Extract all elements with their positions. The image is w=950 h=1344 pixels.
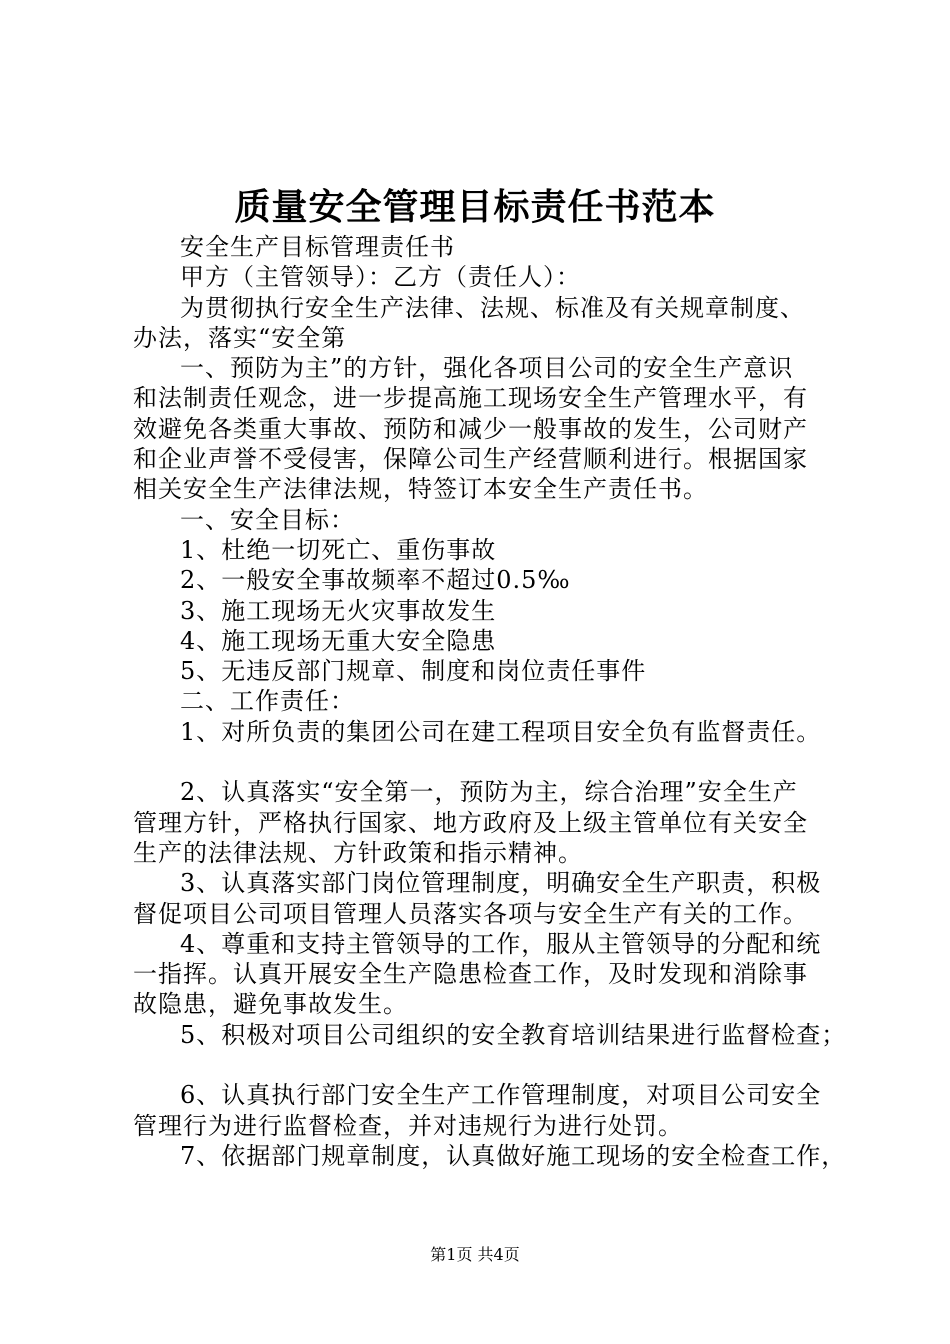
section-heading: 一、安全目标： — [180, 505, 355, 534]
list-item: 2、认真落实“安全第一，预防为主，综合治理”安全生产 — [180, 778, 798, 807]
paragraph-line: 督促项目公司项目管理人员落实各项与安全生产有关的工作。 — [133, 899, 808, 928]
paragraph-line: 生产的法律法规、方针政策和指示精神。 — [133, 838, 583, 867]
list-item: 5、积极对项目公司组织的安全教育培训结果进行监督检查； — [180, 1020, 847, 1049]
document-body — [133, 232, 847, 1171]
paragraph-line: 甲方（主管领导）：乙方（责任人）： — [180, 263, 581, 292]
paragraph-line: 相关安全生产法律法规，特签订本安全生产责任书。 — [133, 475, 708, 504]
paragraph-line: 和企业声誉不受侵害，保障公司生产经营顺利进行。根据国家 — [133, 445, 808, 474]
paragraph-line: 一、预防为主”的方针，强化各项目公司的安全生产意识 — [180, 354, 794, 383]
blank-line — [133, 747, 843, 777]
paragraph-line: 故隐患，避免事故发生。 — [133, 990, 408, 1019]
page-footer: 第1页 共4页 — [430, 1245, 520, 1264]
paragraph-line: 效避免各类重大事故、预防和减少一般事故的发生，公司财产 — [133, 414, 808, 443]
list-item: 4、尊重和支持主管领导的工作，服从主管领导的分配和统 — [180, 929, 822, 958]
section-heading: 二、工作责任： — [180, 687, 355, 716]
document-title: 质量安全管理目标责任书范本 — [234, 186, 716, 228]
list-item: 7、依据部门规章制度，认真做好施工现场的安全检查工作， — [180, 1141, 847, 1170]
paragraph-line: 和法制责任观念，进一步提高施工现场安全生产管理水平，有 — [133, 384, 808, 413]
paragraph-line: 管理方针，严格执行国家、地方政府及上级主管单位有关安全 — [133, 808, 808, 837]
list-item: 1、杜绝一切死亡、重伤事故 — [180, 535, 497, 564]
paragraph-line: 管理行为进行监督检查，并对违规行为进行处罚。 — [133, 1111, 683, 1140]
list-item: 3、施工现场无火灾事故发生 — [180, 596, 497, 625]
list-item: 1、对所负责的集团公司在建工程项目安全负有监督责任。 — [180, 717, 822, 746]
list-item: 5、无违反部门规章、制度和岗位责任事件 — [180, 657, 647, 686]
list-item: 2、一般安全事故频率不超过0.5‰ — [180, 566, 571, 595]
paragraph-line: 一指挥。认真开展安全生产隐患检查工作，及时发现和消除事 — [133, 960, 808, 989]
list-item: 6、认真执行部门安全生产工作管理制度，对项目公司安全 — [180, 1081, 822, 1110]
paragraph-line: 办法，落实“安全第 — [133, 323, 347, 352]
paragraph-line: 安全生产目标管理责任书 — [180, 233, 455, 261]
blank-line — [133, 1050, 843, 1080]
paragraph-line: 为贯彻执行安全生产法律、法规、标准及有关规章制度、 — [180, 293, 805, 322]
list-item: 4、施工现场无重大安全隐患 — [180, 626, 497, 655]
list-item: 3、认真落实部门岗位管理制度，明确安全生产职责，积极 — [180, 869, 822, 898]
